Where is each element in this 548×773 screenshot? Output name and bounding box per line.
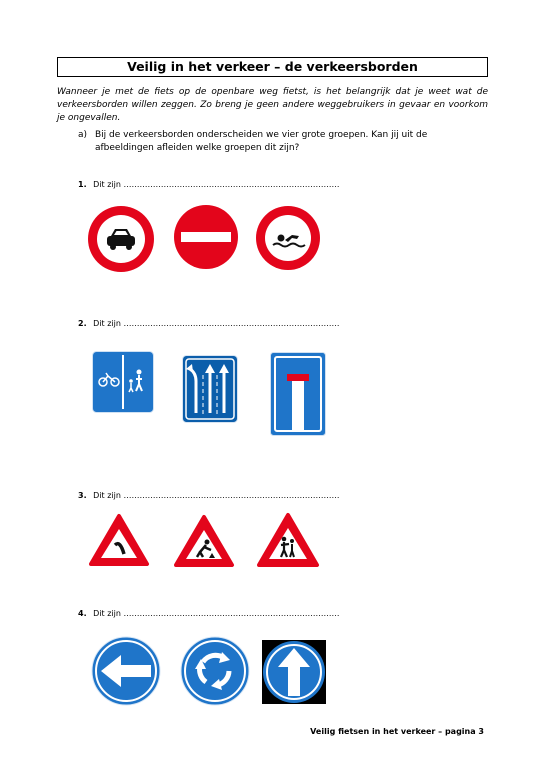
group-3-line [78, 491, 339, 500]
dead-end-sign [270, 352, 326, 436]
question-marker: a) [78, 130, 88, 140]
group-number: 2. [78, 319, 87, 328]
intro-paragraph: Wanneer je met de fiets op de openbare weg fietst, is het belangrijk dat je weet wat de verkeersborden willen zeggen. Zo breng je geen andere weggebruikers in gevaar en voorkom je ongevallen. [57, 87, 488, 124]
no-entry-sign [173, 204, 239, 270]
group-number: 4. [78, 609, 87, 618]
group-4-line [78, 609, 339, 618]
group-2-line [78, 319, 339, 328]
page-title: Veilig in het verkeer – de verkeersborden [57, 57, 488, 77]
dangerous-curve-sign [88, 512, 150, 568]
roundabout-sign [180, 636, 250, 706]
group-label[interactable]: Dit zijn ……………………………………………………………………… [93, 609, 340, 618]
page-footer: Veilig fietsen in het verkeer – pagina 3 [310, 727, 484, 736]
group-label[interactable]: Dit zijn ……………………………………………………………………… [93, 491, 340, 500]
turn-left-sign [91, 636, 161, 706]
no-swimming-sign [255, 205, 321, 271]
no-cars-sign [86, 204, 156, 274]
group-label[interactable]: Dit zijn ……………………………………………………………………… [93, 180, 340, 189]
group-1-line [78, 180, 339, 189]
group-label[interactable]: Dit zijn ……………………………………………………………………… [93, 319, 340, 328]
roadworks-sign [173, 513, 235, 569]
group-number: 1. [78, 180, 87, 189]
question-a [78, 129, 478, 155]
lane-direction-sign [182, 355, 238, 423]
group-number: 3. [78, 491, 87, 500]
children-crossing-sign [256, 511, 320, 569]
question-text: Bij de verkeersborden onderscheiden we vier grote groepen. Kan jij uit de afbeeldingen afleiden welke groepen dit zijn? [95, 130, 428, 154]
bicycle-pedestrian-path-sign [92, 351, 154, 413]
straight-ahead-sign [262, 640, 326, 704]
